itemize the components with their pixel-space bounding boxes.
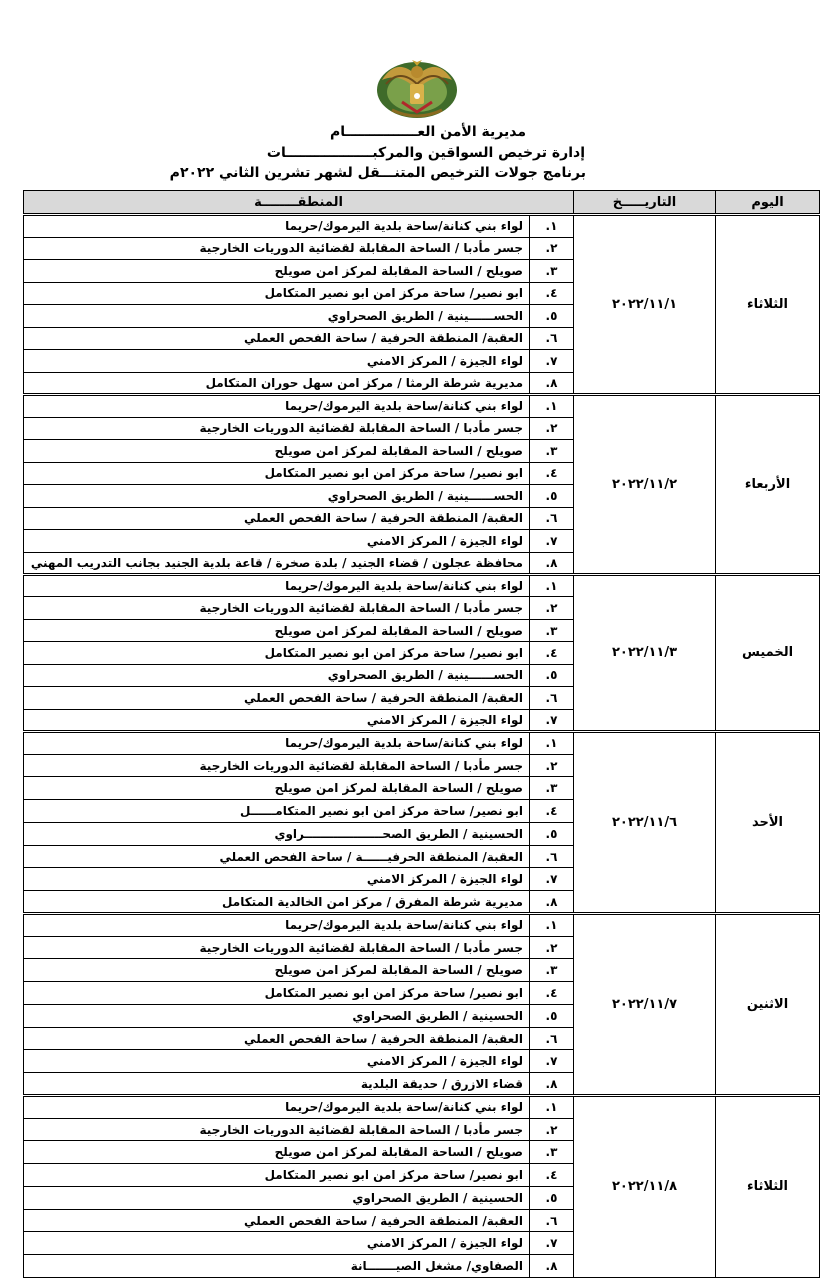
area-cell: الحســــــينية / الطريق الصحراوي <box>24 305 530 328</box>
row-number: ٧. <box>530 1050 574 1073</box>
area-cell: محافظة عجلون / قضاء الجنيد / بلدة صخرة / قاعة بلدية الجنيد بجانب التدريب المهني <box>24 552 530 575</box>
table-header-row <box>24 191 820 215</box>
row-number: ١. <box>530 395 574 418</box>
area-cell: الصفاوي/ مشغل الصيـــــــانة <box>24 1255 530 1278</box>
row-number: ٧. <box>530 530 574 553</box>
row-number: ٣. <box>530 619 574 641</box>
area-cell: جسر مأدبا / الساحة المقابلة لقضائية الدوريات الخارجية <box>24 936 530 959</box>
row-number: ٦. <box>530 327 574 350</box>
row-number: ٥. <box>530 822 574 845</box>
row-number: ٤. <box>530 982 574 1005</box>
area-cell: العقبة/ المنطقة الحرفية / ساحة الفحص العملي <box>24 327 530 350</box>
area-cell: ابو نصير/ ساحة مركز امن ابو نصير المتكامــــــل <box>24 800 530 823</box>
row-number: ٦. <box>530 1027 574 1050</box>
area-cell: ابو نصير/ ساحة مركز امن ابو نصير المتكامل <box>24 642 530 664</box>
row-number: ٦. <box>530 845 574 868</box>
row-number: ٨. <box>530 891 574 914</box>
area-cell: جسر مأدبا / الساحة المقابلة لقضائية الدوريات الخارجية <box>24 237 530 260</box>
row-number: ١. <box>530 215 574 238</box>
area-cell: ابو نصير/ ساحة مركز امن ابو نصير المتكامل <box>24 462 530 485</box>
area-cell: قضاء الازرق / حديقة البلدية <box>24 1073 530 1096</box>
area-cell: العقبة/ المنطقة الحرفية / ساحة الفحص العملي <box>24 1027 530 1050</box>
area-cell: الحســــــينية / الطريق الصحراوي <box>24 485 530 508</box>
area-cell: لواء بني كنانة/ساحة بلدية اليرموك/حريما <box>24 395 530 418</box>
date-cell: ٢٠٢٢/١١/٢ <box>574 395 716 575</box>
row-number: ١. <box>530 731 574 754</box>
row-number: ٣. <box>530 1141 574 1164</box>
area-cell: لواء الجيزة / المركز الامني <box>24 350 530 373</box>
row-number: ٢. <box>530 754 574 777</box>
row-number: ٤. <box>530 462 574 485</box>
date-cell: ٢٠٢٢/١١/٨ <box>574 1095 716 1277</box>
row-number: ٤. <box>530 1164 574 1187</box>
area-cell: العقبة/ المنطقة الحرفية / ساحة الفحص العملي <box>24 507 530 530</box>
area-cell: مديرية شرطة المفرق / مركز امن الخالدية المتكامل <box>24 891 530 914</box>
row-number: ٧. <box>530 350 574 373</box>
row-number: ٧. <box>530 868 574 891</box>
area-cell: الحسينية / الطريق الصحراوي <box>24 1186 530 1209</box>
area-cell: لواء بني كنانة/ساحة بلدية اليرموك/حريما <box>24 913 530 936</box>
date-cell: ٢٠٢٢/١١/٦ <box>574 731 716 913</box>
area-cell: الحسينية / الطريق الصحـــــــــــــــــــراوي <box>24 822 530 845</box>
table-row <box>24 1095 820 1118</box>
area-cell: ابو نصير/ ساحة مركز امن ابو نصير المتكامل <box>24 282 530 305</box>
row-number: ٦. <box>530 1209 574 1232</box>
area-cell: جسر مأدبا / الساحة المقابلة لقضائية الدوريات الخارجية <box>24 754 530 777</box>
area-cell: الحســــــينية / الطريق الصحراوي <box>24 664 530 686</box>
row-number: ٣. <box>530 260 574 283</box>
row-number: ١. <box>530 913 574 936</box>
department-title: إدارة ترخيص السواقين والمركبــــــــــــــــــات <box>266 145 585 161</box>
row-number: ٤. <box>530 800 574 823</box>
royal-eagle-crest-icon <box>372 50 462 122</box>
row-number: ٢. <box>530 597 574 619</box>
area-cell: لواء بني كنانة/ساحة بلدية اليرموك/حريما <box>24 215 530 238</box>
area-cell: لواء بني كنانة/ساحة بلدية اليرموك/حريما <box>24 1095 530 1118</box>
row-number: ١. <box>530 1095 574 1118</box>
area-cell: جسر مأدبا / الساحة المقابلة لقضائية الدوريات الخارجية <box>24 1118 530 1141</box>
day-cell: الاثنين <box>716 913 820 1095</box>
row-number: ٢. <box>530 417 574 440</box>
area-column-header: المنطقــــــــة <box>24 191 574 215</box>
row-number: ٥. <box>530 305 574 328</box>
area-cell: جسر مأدبا / الساحة المقابلة لقضائية الدوريات الخارجية <box>24 417 530 440</box>
row-number: ٢. <box>530 936 574 959</box>
date-cell: ٢٠٢٢/١١/١ <box>574 215 716 395</box>
area-cell: العقبة/ المنطقة الحرفية / ساحة الفحص العملي <box>24 687 530 709</box>
row-number: ٦. <box>530 687 574 709</box>
row-number: ٥. <box>530 1004 574 1027</box>
area-cell: لواء بني كنانة/ساحة بلدية اليرموك/حريما <box>24 731 530 754</box>
table-row <box>24 731 820 754</box>
table-row <box>24 913 820 936</box>
area-cell: العقبة/ المنطقة الحرفيــــــة / ساحة الفحص العملي <box>24 845 530 868</box>
day-cell: الأحد <box>716 731 820 913</box>
row-number: ٥. <box>530 664 574 686</box>
area-cell: صويلح / الساحة المقابلة لمركز امن صويلح <box>24 959 530 982</box>
row-number: ٨. <box>530 552 574 575</box>
row-number: ٢. <box>530 237 574 260</box>
row-number: ٨. <box>530 1255 574 1278</box>
row-number: ٣. <box>530 959 574 982</box>
row-number: ٣. <box>530 440 574 463</box>
area-cell: لواء الجيزة / المركز الامني <box>24 1050 530 1073</box>
area-cell: جسر مأدبا / الساحة المقابلة لقضائية الدوريات الخارجية <box>24 597 530 619</box>
row-number: ٦. <box>530 507 574 530</box>
day-cell: الخميس <box>716 575 820 732</box>
row-number: ١. <box>530 575 574 597</box>
row-number: ٣. <box>530 777 574 800</box>
date-cell: ٢٠٢٢/١١/٧ <box>574 913 716 1095</box>
date-cell: ٢٠٢٢/١١/٣ <box>574 575 716 732</box>
program-title: برنامج جولات الترخيص المتنـــقل لشهر تشرين الثاني ٢٠٢٢م <box>169 165 586 181</box>
schedule-table <box>23 190 820 1278</box>
day-cell: الثلاثاء <box>716 215 820 395</box>
row-number: ٧. <box>530 1232 574 1255</box>
row-number: ٤. <box>530 642 574 664</box>
directorate-title: مديرية الأمن العـــــــــــــــام <box>330 124 526 140</box>
row-number: ٥. <box>530 1186 574 1209</box>
area-cell: ابو نصير/ ساحة مركز امن ابو نصير المتكامل <box>24 1164 530 1187</box>
area-cell: لواء الجيزة / المركز الامني <box>24 709 530 731</box>
date-column-header: التاريـــــخ <box>574 191 716 215</box>
row-number: ٥. <box>530 485 574 508</box>
area-cell: العقبة/ المنطقة الحرفية / ساحة الفحص العملي <box>24 1209 530 1232</box>
row-number: ٨. <box>530 372 574 395</box>
area-cell: صويلح / الساحة المقابلة لمركز امن صويلح <box>24 777 530 800</box>
table-row <box>24 395 820 418</box>
schedule-body <box>24 215 820 1278</box>
area-cell: لواء الجيزة / المركز الامني <box>24 868 530 891</box>
row-number: ٤. <box>530 282 574 305</box>
day-column-header: اليوم <box>716 191 820 215</box>
day-cell: الثلاثاء <box>716 1095 820 1277</box>
area-cell: صويلح / الساحة المقابلة لمركز امن صويلح <box>24 619 530 641</box>
area-cell: مديرية شرطة الرمثا / مركز امن سهل حوران المتكامل <box>24 372 530 395</box>
area-cell: لواء بني كنانة/ساحة بلدية اليرموك/حريما <box>24 575 530 597</box>
area-cell: ابو نصير/ ساحة مركز امن ابو نصير المتكامل <box>24 982 530 1005</box>
table-row <box>24 215 820 238</box>
area-cell: لواء الجيزة / المركز الامني <box>24 530 530 553</box>
row-number: ٨. <box>530 1073 574 1096</box>
day-cell: الأربعاء <box>716 395 820 575</box>
area-cell: صويلح / الساحة المقابلة لمركز امن صويلح <box>24 440 530 463</box>
area-cell: صويلح / الساحة المقابلة لمركز امن صويلح <box>24 260 530 283</box>
area-cell: صويلح / الساحة المقابلة لمركز امن صويلح <box>24 1141 530 1164</box>
row-number: ٢. <box>530 1118 574 1141</box>
table-row <box>24 575 820 597</box>
row-number: ٧. <box>530 709 574 731</box>
area-cell: الحسينية / الطريق الصحراوي <box>24 1004 530 1027</box>
area-cell: لواء الجيزة / المركز الامني <box>24 1232 530 1255</box>
